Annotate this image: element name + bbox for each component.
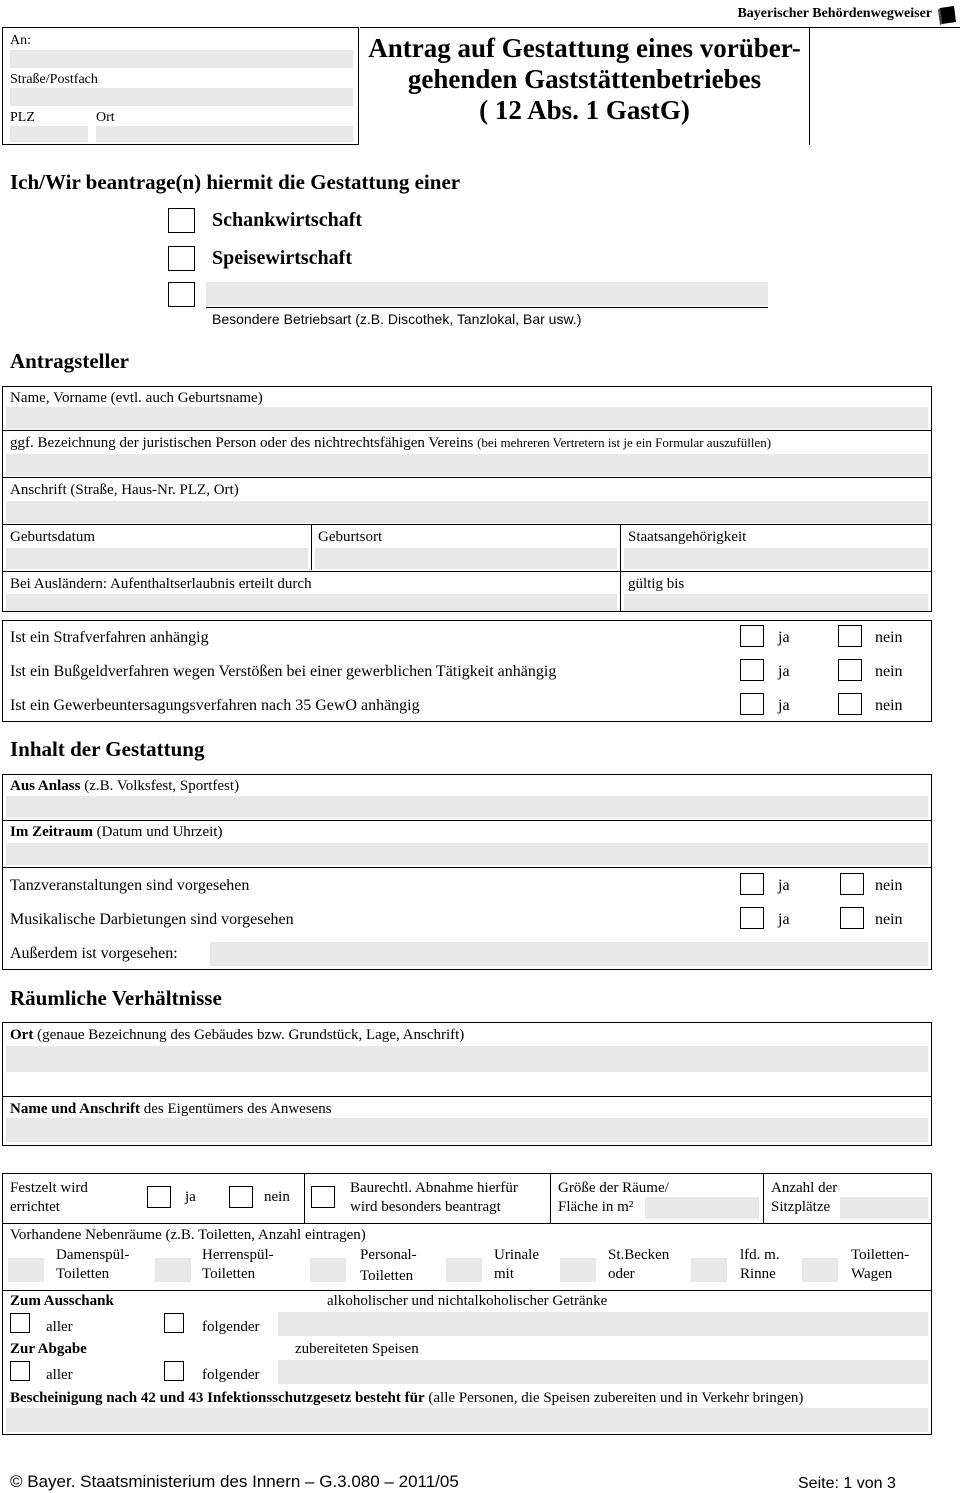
cert-rest: (alle Personen, die Speisen zubereiten und in Verkehr bringen) <box>424 1390 804 1406</box>
building-checkbox[interactable] <box>311 1186 335 1208</box>
t1-field[interactable] <box>8 1258 44 1282</box>
seats-label-1: Anzahl der <box>771 1180 838 1196</box>
title-divider <box>809 27 810 145</box>
tent-no-label: nein <box>264 1189 290 1205</box>
sell-all-label: aller <box>46 1367 73 1383</box>
cert-field[interactable] <box>6 1408 928 1432</box>
rule <box>2 524 932 525</box>
q2-no-label: nein <box>875 663 903 680</box>
q1-no-checkbox[interactable] <box>838 625 862 647</box>
dance-label: Tanzveranstaltungen sind vorgesehen <box>10 877 250 894</box>
rule <box>2 477 932 478</box>
footer-copyright: © Bayer. Staatsministerium des Innern – G.3.080 – 2011/05 <box>10 1472 459 1491</box>
pour-field[interactable] <box>278 1312 928 1336</box>
t3-label-b: Toiletten <box>360 1268 414 1284</box>
t5-field[interactable] <box>560 1258 596 1282</box>
legal-note: (bei mehreren Vertretern ist je ein Formular auszufüllen) <box>477 435 772 450</box>
schank-label: Schankwirtschaft <box>212 209 363 231</box>
birthdate-label: Geburtsdatum <box>10 529 95 545</box>
seats-field[interactable] <box>840 1197 928 1219</box>
speise-checkbox[interactable] <box>168 246 195 271</box>
sell-following-checkbox[interactable] <box>164 1361 184 1381</box>
place-label <box>10 1026 464 1044</box>
music-yes-label: ja <box>778 911 790 928</box>
tent-label-2: errichtet <box>10 1199 60 1215</box>
addr-plz-label: PLZ <box>10 110 35 125</box>
rule <box>2 571 932 572</box>
rule <box>311 524 312 570</box>
title-line-2: gehenden Gaststättenbetriebes <box>407 64 762 95</box>
sell-all-checkbox[interactable] <box>10 1361 30 1381</box>
t4-label-b: mit <box>494 1266 515 1282</box>
t7-label-b: Wagen <box>851 1266 893 1282</box>
period-label <box>10 823 222 841</box>
t3-field[interactable] <box>310 1258 346 1282</box>
pour-following-checkbox[interactable] <box>164 1313 184 1333</box>
q1-yes-label: ja <box>778 629 790 646</box>
pour-all-label: aller <box>46 1319 73 1335</box>
address-field[interactable] <box>6 501 928 523</box>
tent-yes-label: ja <box>185 1189 196 1205</box>
rule <box>620 524 621 612</box>
music-no-label: nein <box>875 911 903 928</box>
residence-label: Bei Ausländern: Aufenthaltserlaubnis erteilt durch <box>10 576 312 592</box>
addr-ort-field[interactable] <box>96 126 353 142</box>
name-field[interactable] <box>6 407 928 429</box>
pour-following-label: folgender <box>202 1319 260 1335</box>
t7-label-a: Toiletten- <box>851 1247 910 1263</box>
title-line-3: ( 12 Abs. 1 GastG) <box>479 95 690 126</box>
rule <box>763 1173 764 1223</box>
nationality-label: Staatsangehörigkeit <box>628 529 747 545</box>
speise-label: Speisewirtschaft <box>212 247 352 269</box>
birthplace-label: Geburtsort <box>318 529 383 545</box>
occasion-bold: Aus Anlass <box>10 778 81 794</box>
t5-label-b: oder <box>608 1266 635 1282</box>
dance-yes-label: ja <box>778 877 790 894</box>
rule <box>2 820 932 821</box>
q2-no-checkbox[interactable] <box>838 659 862 681</box>
t1-label-a: Damenspül- <box>56 1247 130 1263</box>
addr-to-label: An: <box>10 33 31 48</box>
owner-bold: Name und Anschrift <box>10 1101 141 1117</box>
cert-bold: Bescheinigung nach 42 und 43 Infektionsschutzgesetz besteht für <box>10 1390 425 1406</box>
intro-text: Ich/Wir beantrage(n) hiermit die Gestattung einer <box>10 170 461 194</box>
tent-label-1: Festzelt wird <box>10 1180 88 1196</box>
t3-label-a: Personal- <box>360 1247 417 1263</box>
seats-label-2: Sitzplätze <box>771 1199 831 1215</box>
nationality-field[interactable] <box>624 548 928 569</box>
special-checkbox[interactable] <box>168 282 195 307</box>
t6-label-a: lfd. m. <box>740 1247 780 1263</box>
owner-rest: des Eigentümers des Anwesens <box>140 1101 332 1117</box>
header-rule <box>360 27 960 28</box>
q3-no-label: nein <box>875 697 903 714</box>
cert-label <box>10 1389 803 1407</box>
addr-street-label: Straße/Postfach <box>10 72 98 87</box>
rule <box>304 1173 305 1223</box>
q3-yes-label: ja <box>778 697 790 714</box>
t6-label-b: Rinne <box>740 1266 776 1282</box>
music-label: Musikalische Darbietungen sind vorgesehen <box>10 911 294 928</box>
side-rooms-label: Vorhandene Nebenräume (z.B. Toiletten, Anzahl eintragen) <box>10 1227 366 1243</box>
special-underline <box>206 307 768 308</box>
other-field[interactable] <box>210 942 928 966</box>
name-label: Name, Vorname (evtl. auch Geburtsname) <box>10 390 263 406</box>
other-label: Außerdem ist vorgesehen: <box>10 945 178 962</box>
owner-field[interactable] <box>6 1118 928 1142</box>
place-rest: (genaue Bezeichnung des Gebäudes bzw. Grundstück, Lage, Anschrift) <box>33 1027 465 1043</box>
addr-plz-field[interactable] <box>10 126 88 142</box>
occasion-field[interactable] <box>6 796 928 818</box>
music-yes-checkbox[interactable] <box>740 907 764 929</box>
t2-field[interactable] <box>155 1258 191 1282</box>
t4-label-a: Urinale <box>494 1247 539 1263</box>
occasion-label <box>10 777 239 795</box>
music-no-checkbox[interactable] <box>840 907 864 929</box>
pour-heading: Zum Ausschank <box>10 1293 114 1309</box>
q1-no-label: nein <box>875 629 903 646</box>
permit-heading: Inhalt der Gestattung <box>10 737 205 761</box>
t2-label-b: Toiletten <box>202 1266 256 1282</box>
dance-no-label: nein <box>875 877 903 894</box>
size-label-1: Größe der Räume/ <box>558 1180 669 1196</box>
period-rest: (Datum und Uhrzeit) <box>92 824 223 840</box>
q3-no-checkbox[interactable] <box>838 693 862 715</box>
q2-yes-label: ja <box>778 663 790 680</box>
building-label-2: wird besonders beantragt <box>350 1199 501 1215</box>
q3-yes-checkbox[interactable] <box>740 693 764 715</box>
period-bold: Im Zeitraum <box>10 824 93 840</box>
valid-until-label: gültig bis <box>628 576 685 592</box>
schank-checkbox[interactable] <box>168 208 195 233</box>
addr-street-field[interactable] <box>10 88 353 106</box>
rule <box>2 1223 932 1224</box>
birthplace-field[interactable] <box>315 548 617 569</box>
tent-yes-checkbox[interactable] <box>147 1186 171 1208</box>
address-label: Anschrift (Straße, Haus-Nr. PLZ, Ort) <box>10 482 239 498</box>
legal-field[interactable] <box>6 454 928 476</box>
pour-text: alkoholischer und nichtalkoholischer Getränke <box>327 1293 608 1309</box>
occasion-rest: (z.B. Volksfest, Sportfest) <box>80 778 240 794</box>
size-field[interactable] <box>645 1197 759 1219</box>
sell-heading: Zur Abgabe <box>10 1341 87 1357</box>
addr-to-field[interactable] <box>10 50 353 68</box>
agency-name: Bayerischer Behördenwegweiser <box>737 6 932 21</box>
t1-label-b: Toiletten <box>56 1266 110 1282</box>
place-bold: Ort <box>10 1027 34 1043</box>
book-icon <box>938 4 958 26</box>
owner-label <box>10 1100 332 1118</box>
rule <box>2 430 932 431</box>
period-field[interactable] <box>6 843 928 865</box>
q3-label: Ist ein Gewerbeuntersagungsverfahren nach 35 GewO anhängig <box>10 697 420 714</box>
rule <box>2 1096 932 1097</box>
t4-field[interactable] <box>446 1258 482 1282</box>
pour-all-checkbox[interactable] <box>10 1313 30 1333</box>
footer-page: Seite: 1 von 3 <box>798 1475 896 1492</box>
t6-field[interactable] <box>691 1258 727 1282</box>
sell-field[interactable] <box>278 1360 928 1384</box>
form-title <box>362 33 807 126</box>
residence-field[interactable] <box>6 594 617 611</box>
building-label-1: Baurechtl. Abnahme hierfür <box>350 1180 518 1196</box>
q1-yes-checkbox[interactable] <box>740 625 764 647</box>
t2-label-a: Herrenspül- <box>202 1247 274 1263</box>
premises-heading: Räumliche Verhältnisse <box>10 986 222 1010</box>
dance-yes-checkbox[interactable] <box>740 873 764 895</box>
t7-field[interactable] <box>802 1258 838 1282</box>
birthdate-field[interactable] <box>6 548 308 569</box>
title-line-1: Antrag auf Gestattung eines vorüber- <box>368 33 801 63</box>
rule <box>550 1173 551 1223</box>
size-label-2: Fläche in m² <box>558 1199 634 1215</box>
q1-label: Ist ein Strafverfahren anhängig <box>10 629 209 646</box>
applicant-heading: Antragsteller <box>10 349 129 373</box>
tent-no-checkbox[interactable] <box>229 1186 253 1208</box>
place-field[interactable] <box>6 1046 928 1072</box>
legal-label <box>10 434 771 452</box>
sell-text: zubereiteten Speisen <box>295 1341 419 1357</box>
q2-yes-checkbox[interactable] <box>740 659 764 681</box>
q2-label: Ist ein Bußgeldverfahren wegen Verstößen bei einer gewerblichen Tätigkeit anhängig <box>10 663 557 680</box>
t5-label-a: St.Becken <box>608 1247 670 1263</box>
special-field[interactable] <box>206 282 768 306</box>
dance-no-checkbox[interactable] <box>840 873 864 895</box>
valid-until-field[interactable] <box>624 594 928 611</box>
addr-ort-label: Ort <box>96 110 115 125</box>
legal-main: ggf. Bezeichnung der juristischen Person oder des nichtrechtsfähigen Vereins <box>10 435 474 451</box>
sell-following-label: folgender <box>202 1367 260 1383</box>
special-hint: Besondere Betriebsart (z.B. Discothek, Tanzlokal, Bar usw.) <box>212 311 582 327</box>
